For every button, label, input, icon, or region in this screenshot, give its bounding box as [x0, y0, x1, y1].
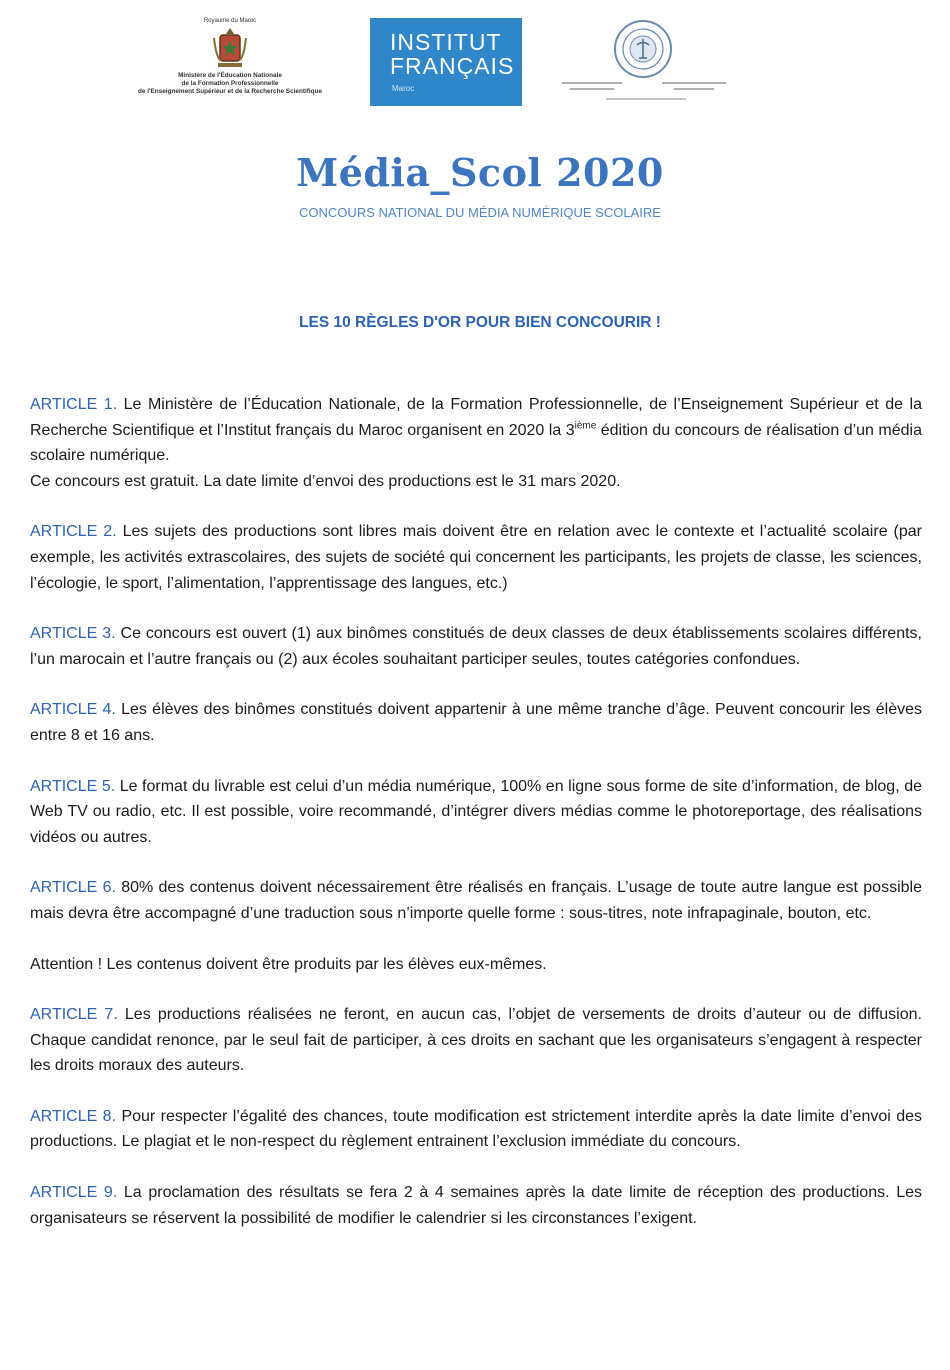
- article-8: [30, 1104, 922, 1155]
- article-label: ARTICLE 9.: [30, 1184, 118, 1202]
- moroccan-coat-of-arms-icon: [212, 26, 248, 70]
- article-text: Le format du livrable est celui d’un média numérique, 100% en ligne sous forme de site d’information, de blog, de Web TV ou radio, etc. Il est possible, voire recommandé, d’intégrer divers médias comme le photoreportage, des réalisations vidéos ou autres.: [30, 777, 922, 846]
- article-4: [30, 697, 922, 748]
- article-label: ARTICLE 2.: [30, 523, 117, 541]
- article-9: [30, 1180, 922, 1231]
- article-text: Les sujets des productions sont libres mais doivent être en relation avec le contexte et l’actualité scolaire (par exemple, les activités extrascolaires, des sujets de société qui concernent les participants, les projets de classe, les sciences, l’écologie, le sport, l’alimentation, l’apprentissage des langues, etc.): [30, 523, 923, 592]
- kingdom-label: Royaume du Maroc: [203, 18, 257, 24]
- attention-note: Attention ! Les contenus doivent être produits par les élèves eux-mêmes.: [30, 955, 547, 973]
- ministry-line-1: Ministère de l'Éducation Nationale: [178, 72, 282, 79]
- article-label: ARTICLE 8.: [30, 1107, 117, 1125]
- article-text: Les élèves des binômes constitués doivent appartenir à une même tranche d’âge. Peuvent concourir les élèves entre 8 et 16 ans.: [30, 701, 922, 744]
- article-label: ARTICLE 3.: [30, 625, 116, 643]
- institut-logo-line3: Maroc: [392, 84, 415, 93]
- article-text: La proclamation des résultats se fera 2 à 4 semaines après la date limite de réception des productions. Les organisateurs se réservent la possibilité de modifier le calendrier si les circonstances l’exigent.: [30, 1184, 922, 1227]
- ministry-logo-block: [110, 18, 350, 96]
- article-text: 80% des contenus doivent nécessairement être réalisés en français. L’usage de toute autre langue est possible mais devra être accompagné d’une traduction sous n’importe quelle forme : sous-titres, note infrapaginale, bouton, etc.: [30, 879, 922, 922]
- page-title: Média_Scol 2020: [296, 150, 664, 195]
- partner-seal-block: [556, 18, 736, 108]
- article-3: [30, 621, 922, 672]
- article-text: Le Ministère de l’Éducation Nationale, de la Formation Professionnelle, de l’Enseignement Supérieur et de la Recherche Scientifique et l’Institut français du Maroc organisent en 2020 la 3: [30, 396, 922, 439]
- article-label: ARTICLE 4.: [30, 701, 116, 719]
- article-label: ARTICLE 1.: [30, 396, 118, 413]
- ordinal-suffix: ième: [574, 420, 597, 432]
- article-text: Pour respecter l’égalité des chances, toute modification est strictement interdite après la date limite d’envoi des productions. Le plagiat et le non-respect du règlement entrainent l’exclusion immédiate du concours.: [30, 1107, 922, 1151]
- article-1: [30, 392, 922, 494]
- article-text: Ce concours est ouvert (1) aux binômes constitués de deux classes de deux établissements scolaires différents, l’un marocain et l’autre français ou (2) aux écoles souhaitant participer seules, toutes catégories confondues.: [30, 625, 922, 668]
- article-7: [30, 1002, 922, 1079]
- article-label: ARTICLE 7.: [30, 1006, 118, 1024]
- article-5: [30, 774, 922, 851]
- articles-list: [30, 392, 922, 1256]
- institut-logo-line2: FRANÇAIS: [390, 53, 515, 79]
- institut-logo-line1: INSTITUT: [390, 29, 502, 55]
- article-text: Les productions réalisées ne feront, en aucun cas, l’objet de versements de droits d’auteur ou de diffusion. Chaque candidat renonce, par le seul fait de participer, à ces droits en sachant que les organisateurs s’engagent à respecter les droits moraux des auteurs.: [30, 1006, 922, 1075]
- article-text-continued: édition du concours de réalisation d’un média scolaire numérique.: [30, 421, 922, 465]
- partner-seal-icon: [612, 18, 674, 80]
- ministry-line-3: de l'Enseignement Supérieur et de la Recherche Scientifique: [137, 88, 323, 95]
- article-6: [30, 875, 922, 926]
- rules-heading: LES 10 RÈGLES D'OR POUR BIEN CONCOURIR !: [299, 314, 661, 331]
- article-label: ARTICLE 6.: [30, 879, 116, 897]
- article-label: ARTICLE 5.: [30, 777, 116, 795]
- article-2: [30, 519, 922, 596]
- ministry-line-2: de la Formation Professionnelle: [181, 80, 279, 87]
- partner-seal-caption-icon: [556, 78, 736, 108]
- document-header: [0, 0, 950, 120]
- institut-francais-logo: [370, 18, 522, 106]
- page-subtitle: CONCOURS NATIONAL DU MÉDIA NUMÉRIQUE SCOLAIRE: [299, 205, 661, 220]
- article-1-note: Ce concours est gratuit. La date limite d’envoi des productions est le 31 mars 2020.: [30, 472, 621, 490]
